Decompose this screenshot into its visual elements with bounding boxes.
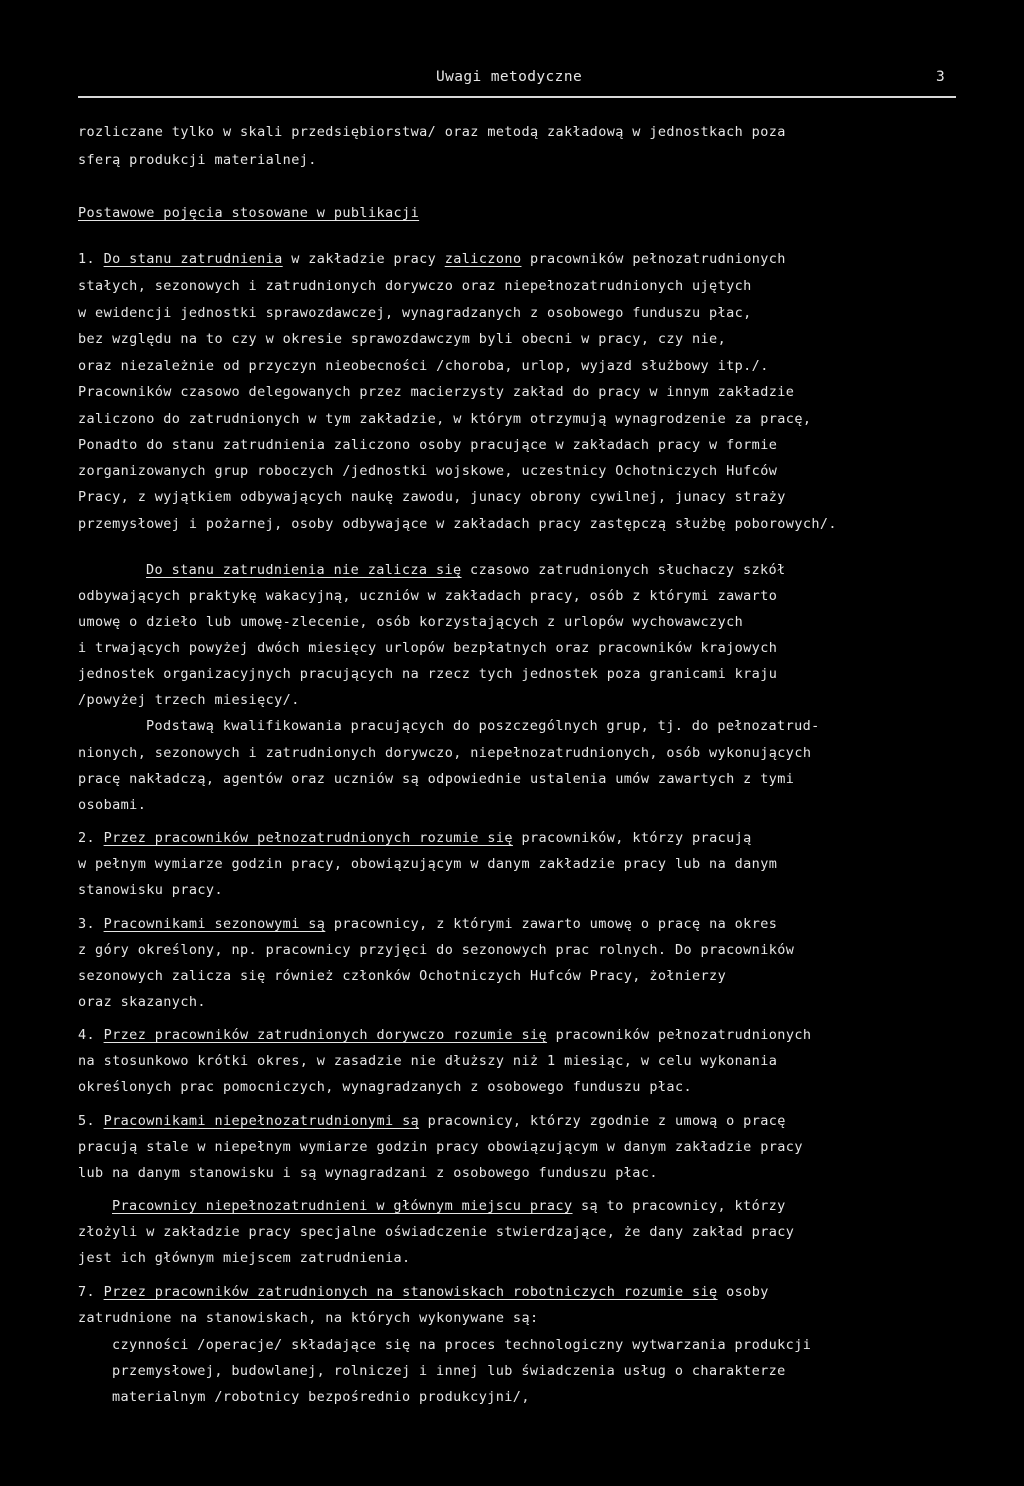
line-text: pracowników pełnozatrudnionych [521, 251, 786, 267]
paragraph-line: stałych, sezonowych i zatrudnionych dorywczo oraz niepełnozatrudnionych ujętych [78, 278, 752, 294]
defined-term: zaliczono [444, 251, 522, 267]
paragraph-line: sezonowych zalicza się również członków Ochotniczych Hufców Pracy, żołnierzy [78, 968, 727, 984]
paragraph-line: zatrudnione na stanowiskach, na których wykonywane są: [78, 1310, 539, 1326]
line-text: w zakładzie pracy [282, 251, 445, 267]
paragraph-line: z góry określony, np. pracownicy przyjęci do sezonowych prac rolnych. Do pracowników [78, 942, 795, 958]
running-header-title: Uwagi metodyczne [436, 69, 583, 85]
paragraph-line: przemysłowej i pożarnej, osoby odbywające w zakładach pracy zastępczą służbę poborowych/. [78, 516, 837, 532]
paragraph-line: czynności /operacje/ składające się na proces technologiczny wytwarzania produkcji [112, 1337, 812, 1353]
paragraph-line: zaliczono do zatrudnionych w tym zakładzie, w którym otrzymują wynagrodzenie za pracę, [78, 411, 812, 427]
paragraph-line: pracują stale w niepełnym wymiarze godzin pracy obowiązującym w danym zakładzie pracy [78, 1139, 803, 1155]
paragraph-line: /powyżej trzech miesięcy/. [78, 692, 300, 708]
paragraph-line: umowę o dzieło lub umowę-zlecenie, osób korzystających z urlopów wychowawczych [78, 614, 744, 630]
paragraph-line [78, 830, 752, 846]
line-text: pracowników pełnozatrudnionych [547, 1027, 812, 1043]
paragraph-line [78, 251, 786, 267]
paragraph-line: oraz niezależnie od przyczyn nieobecności /choroba, urlop, wyjazd służbowy itp./. [78, 358, 769, 374]
paragraph-line [78, 1284, 769, 1300]
item-number: 3. [78, 916, 104, 932]
defined-term: Przez pracowników pełnozatrudnionych rozumie się [103, 830, 513, 846]
paragraph-line: lub na danym stanowisku i są wynagradzani z osobowego funduszu płac. [78, 1165, 658, 1181]
paragraph-line: w ewidencji jednostki sprawozdawczej, wynagradzanych z osobowego funduszu płac, [78, 305, 752, 321]
line-text: są to pracownicy, którzy [572, 1198, 786, 1214]
item-number: 2. [78, 830, 104, 846]
paragraph-line: w pełnym wymiarze godzin pracy, obowiązującym w danym zakładzie pracy lub na danym [78, 856, 778, 872]
paragraph-line [78, 916, 777, 932]
header-rule [78, 96, 956, 98]
defined-term: Do stanu zatrudnienia nie zalicza się [146, 562, 462, 578]
section-heading [78, 205, 419, 221]
page-number: 3 [936, 69, 946, 85]
paragraph-line: Pracowników czasowo delegowanych przez macierzysty zakład do pracy w innym zakładzie [78, 384, 795, 400]
paragraph-line [112, 1198, 786, 1214]
paragraph-line: przemysłowej, budowlanej, rolniczej i innej lub świadczenia usług o charakterze [112, 1363, 786, 1379]
item-number: 7. [78, 1284, 104, 1300]
paragraph-line: złożyli w zakładzie pracy specjalne oświadczenie stwierdzające, że dany zakład pracy [78, 1224, 795, 1240]
paragraph-line: jednostek organizacyjnych pracujących na rzecz tych jednostek poza granicami kraju [78, 666, 778, 682]
paragraph-line: materialnym /robotnicy bezpośrednio produkcyjni/, [112, 1389, 530, 1405]
section-heading-text: Postawowe pojęcia stosowane w publikacji [78, 205, 420, 221]
paragraph-line: jest ich głównym miejscem zatrudnienia. [78, 1250, 411, 1266]
paragraph-line: Pracy, z wyjątkiem odbywających naukę zawodu, junacy obrony cywilnej, junacy straży [78, 489, 786, 505]
line-text: pracownicy, którzy zgodnie z umową o pracę [419, 1113, 786, 1129]
paragraph-line: określonych prac pomocniczych, wynagradzanych z osobowego funduszu płac. [78, 1079, 692, 1095]
line-text: pracownicy, z którymi zawarto umowę o pracę na okres [325, 916, 778, 932]
line-text: czasowo zatrudnionych słuchaczy szkół [461, 562, 786, 578]
item-number: 4. [78, 1027, 104, 1043]
paragraph-line: osobami. [78, 797, 147, 813]
paragraph-line: oraz skazanych. [78, 994, 206, 1010]
intro-line: rozliczane tylko w skali przedsiębiorstwa/ oraz metodą zakładową w jednostkach poza [78, 124, 786, 140]
paragraph-line: i trwających powyżej dwóch miesięcy urlopów bezpłatnych oraz pracowników krajowych [78, 640, 778, 656]
paragraph-line: Podstawą kwalifikowania pracujących do poszczególnych grup, tj. do pełnozatrud- [146, 718, 820, 734]
paragraph-line [146, 562, 786, 578]
paragraph-line [78, 1113, 786, 1129]
defined-term: Pracownikami niepełnozatrudnionymi są [103, 1113, 420, 1129]
paragraph-line: stanowisku pracy. [78, 882, 223, 898]
defined-term: Pracownicy niepełnozatrudnieni w głównym miejscu pracy [112, 1198, 573, 1214]
paragraph-line [78, 1027, 811, 1043]
intro-line: sferą produkcji materialnej. [78, 152, 317, 168]
line-text: pracowników, którzy pracują [512, 830, 752, 846]
paragraph-line: bez względu na to czy w okresie sprawozdawczym byli obecni w pracy, czy nie, [78, 331, 727, 347]
paragraph-line: odbywających praktykę wakacyjną, uczniów w zakładach pracy, osób z którymi zawarto [78, 588, 778, 604]
paragraph-line: zorganizowanych grup roboczych /jednostki wojskowe, uczestnicy Ochotniczych Hufców [78, 463, 778, 479]
paragraph-line: na stosunkowo krótki okres, w zasadzie nie dłuższy niż 1 miesiąc, w celu wykonania [78, 1053, 778, 1069]
item-number: 5. [78, 1113, 104, 1129]
defined-term: Przez pracowników zatrudnionych na stanowiskach robotniczych rozumie się [103, 1284, 718, 1300]
line-text: osoby [717, 1284, 769, 1300]
paragraph-line: nionych, sezonowych i zatrudnionych dorywczo, niepełnozatrudnionych, osób wykonujących [78, 745, 812, 761]
defined-term: Do stanu zatrudnienia [103, 251, 283, 267]
defined-term: Przez pracowników zatrudnionych dorywczo rozumie się [103, 1027, 548, 1043]
item-number: 1. [78, 251, 104, 267]
paragraph-line: pracę nakładczą, agentów oraz uczniów są odpowiednie ustalenia umów zawartych z tymi [78, 771, 795, 787]
defined-term: Pracownikami sezonowymi są [103, 916, 326, 932]
paragraph-line: Ponadto do stanu zatrudnienia zaliczono osoby pracujące w zakładach pracy w formie [78, 437, 778, 453]
